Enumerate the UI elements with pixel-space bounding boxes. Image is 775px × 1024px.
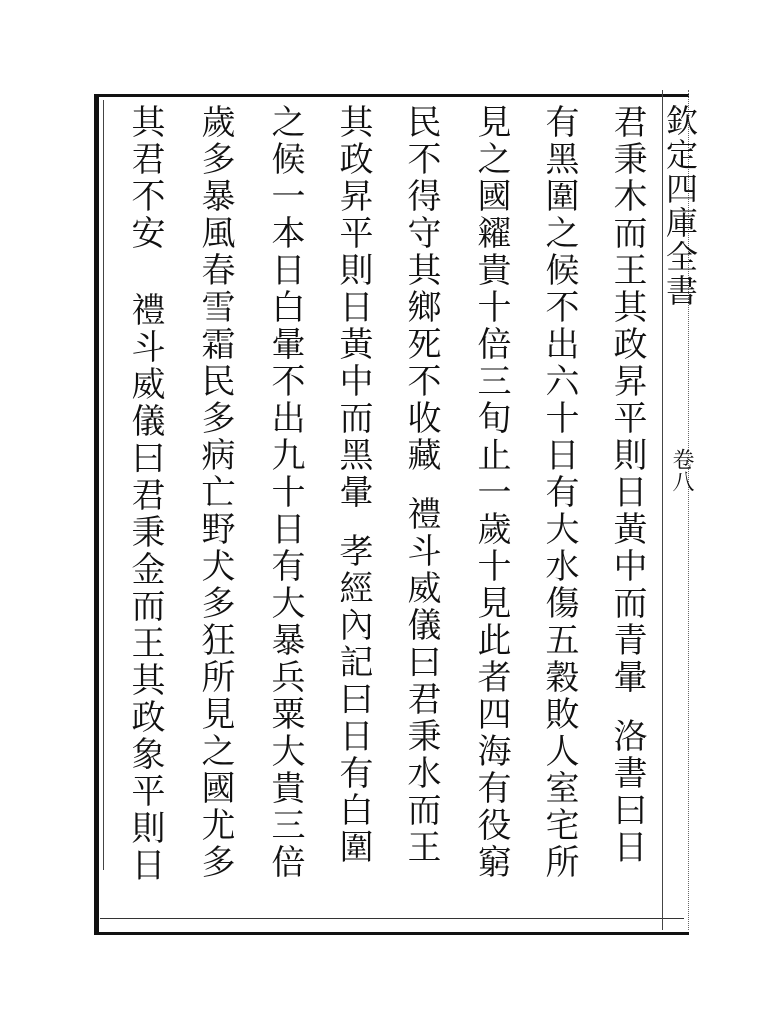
column-1-note: 洛書曰日 [607,718,647,866]
text-column-5 [333,104,373,866]
page-frame [94,94,689,935]
column-6-text: 之候一本日白暈不出九十日有大暴兵粟大貴三倍 [265,104,305,881]
margin-volume-label: 卷八 [669,448,694,492]
column-8-note: 禮斗威儀曰君秉金而王其政象平則日 [125,292,165,884]
column-3-text: 見之國糴貴十倍三旬止一歲十見此者四海有役窮 [471,104,511,881]
column-7-text: 歲多暴風春雪霜民多病亡野犬多狂所見之國尤多 [195,104,235,881]
text-column-7 [195,104,235,881]
column-5-note: 孝經內記曰日有白圍 [333,533,373,866]
text-column-8 [125,104,165,884]
text-column-2 [539,104,579,881]
frame-bottom-rule [100,918,684,919]
column-5-text: 其政昇平則日黃中而黑暈 [333,104,373,511]
margin-book-title: 欽定四庫全書 [661,104,699,308]
column-4-text: 民不得守其鄉死不收藏 [401,104,441,474]
text-column-3 [471,104,511,881]
left-inner-rule [103,100,104,870]
text-column-4 [401,104,441,866]
column-8-text: 其君不安 [125,104,165,252]
text-column-1 [607,104,647,866]
column-2-text: 有黑圍之候不出六十日有大水傷五穀敗人室宅所 [539,104,579,881]
column-4-note: 禮斗威儀曰君秉水而王 [401,496,441,866]
column-1-text: 君秉木而王其政昇平則日黃中而青暈 [607,104,647,696]
text-column-6 [265,104,305,881]
